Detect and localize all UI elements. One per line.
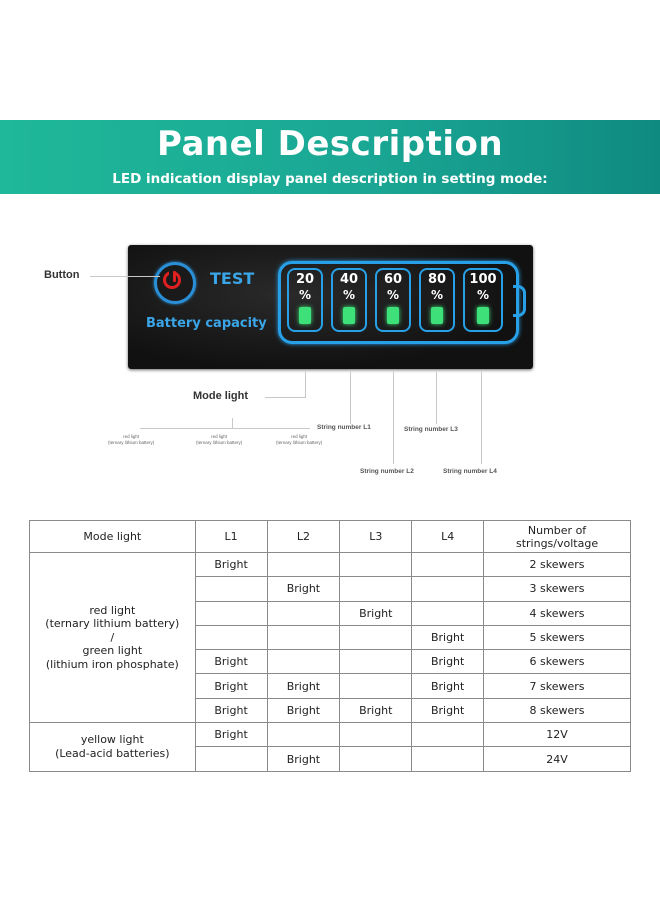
cell-value: 80 [427, 272, 447, 287]
table-row [30, 553, 631, 577]
table-cell [340, 650, 412, 674]
red-light-title: red light [211, 434, 228, 439]
table-cell: Bright [340, 698, 412, 722]
page-subtitle: LED indication display panel description in setting mode: [112, 171, 548, 187]
mode-text: (lithium iron phosphate) [45, 657, 179, 671]
table-cell: Bright [195, 723, 267, 747]
table-cell: Bright [267, 747, 340, 771]
red-light-subtitle: (ternary lithium battery) [276, 440, 323, 445]
table-cell: 12V [484, 723, 631, 747]
table-cell: Bright [195, 674, 267, 698]
table-cell: Bright [412, 650, 484, 674]
cell-percent: % [298, 288, 312, 302]
table-header-row [30, 521, 631, 553]
cell-value: 100 [469, 272, 497, 287]
table-cell [340, 747, 412, 771]
table-cell: Bright [412, 674, 484, 698]
test-button[interactable] [154, 262, 196, 304]
table-cell: 7 skewers [484, 674, 631, 698]
cell-20 [287, 268, 323, 332]
led-indicator [387, 307, 399, 324]
cell-60 [375, 268, 411, 332]
red-light-title: red light [123, 434, 140, 439]
table-cell: Bright [195, 553, 267, 577]
string-l2-annotation: String number L2 [360, 468, 414, 475]
power-icon-bar [173, 271, 176, 282]
page-title: Panel Description [156, 124, 504, 164]
header-l1: L1 [195, 521, 267, 553]
table-cell [340, 553, 412, 577]
mode-group-red-green [30, 553, 196, 723]
mode-text: / [110, 630, 115, 644]
table-cell [195, 747, 267, 771]
cell-value: 20 [295, 272, 315, 287]
table-cell [340, 723, 412, 747]
led-indicator [343, 307, 355, 324]
mode-text: yellow light [80, 733, 144, 747]
leader-line [436, 372, 437, 424]
header-l4: L4 [412, 521, 484, 553]
header-mode-light: Mode light [30, 521, 196, 553]
cell-percent: % [386, 288, 400, 302]
leader-line [265, 397, 305, 398]
table-cell: 5 skewers [484, 625, 631, 649]
header-strings-voltage: Number of strings/voltage [484, 521, 631, 553]
leader-line [481, 372, 482, 464]
table-cell: Bright [195, 650, 267, 674]
table-cell: 8 skewers [484, 698, 631, 722]
table-cell: 2 skewers [484, 553, 631, 577]
table-cell: Bright [267, 674, 340, 698]
header-l2: L2 [267, 521, 340, 553]
led-indicator [477, 307, 489, 324]
mode-text: (Lead-acid batteries) [55, 746, 170, 760]
table-cell [267, 553, 340, 577]
table-cell [267, 723, 340, 747]
table-cell: Bright [412, 698, 484, 722]
table-cell [412, 577, 484, 601]
string-l1-annotation: String number L1 [317, 424, 371, 431]
red-light-note-1 [108, 434, 154, 446]
table-cell [340, 674, 412, 698]
led-indicator [299, 307, 311, 324]
red-light-subtitle: (ternary lithium battery) [108, 440, 155, 445]
header-banner [0, 120, 660, 194]
table-cell [195, 601, 267, 625]
red-light-title: red light [291, 434, 308, 439]
mode-text: green light [82, 644, 143, 658]
table-cell [340, 625, 412, 649]
mode-group-yellow [30, 723, 196, 772]
leader-line [232, 418, 233, 428]
table-cell [412, 747, 484, 771]
mode-text: red light [89, 603, 136, 617]
led-indicator [431, 307, 443, 324]
string-l4-annotation: String number L4 [443, 468, 497, 475]
cell-100 [463, 268, 503, 332]
table-cell [195, 625, 267, 649]
string-l3-annotation: String number L3 [404, 426, 458, 433]
table-cell: Bright [267, 577, 340, 601]
red-light-note-2 [196, 434, 242, 446]
table-cell: 3 skewers [484, 577, 631, 601]
cell-40 [331, 268, 367, 332]
test-label: TEST [210, 269, 255, 288]
mode-light-annotation: Mode light [193, 390, 248, 402]
table-cell [267, 625, 340, 649]
cell-percent: % [430, 288, 444, 302]
mode-light-table [29, 520, 631, 772]
battery-outline-icon [278, 261, 519, 344]
table-cell [195, 577, 267, 601]
red-light-note-3 [276, 434, 322, 446]
table-cell: 24V [484, 747, 631, 771]
red-light-subtitle: (ternary lithium battery) [196, 440, 243, 445]
table-cell: Bright [412, 625, 484, 649]
led-panel-device [128, 245, 533, 369]
table-cell: 6 skewers [484, 650, 631, 674]
leader-line [90, 276, 160, 277]
leader-line [350, 372, 351, 424]
table-row [30, 723, 631, 747]
power-icon [163, 271, 181, 289]
table-cell [412, 601, 484, 625]
cell-percent: % [476, 288, 490, 302]
mode-text: (ternary lithium battery) [45, 617, 180, 631]
table-cell [267, 601, 340, 625]
table-cell: Bright [340, 601, 412, 625]
battery-capacity-label: Battery capacity [146, 316, 267, 331]
table-cell [340, 577, 412, 601]
leader-line [393, 372, 394, 464]
table-cell [267, 650, 340, 674]
table-cell [412, 723, 484, 747]
cell-80 [419, 268, 455, 332]
table-cell: 4 skewers [484, 601, 631, 625]
cell-value: 60 [383, 272, 403, 287]
table-cell: Bright [195, 698, 267, 722]
battery-tip-icon [513, 285, 526, 317]
cell-percent: % [342, 288, 356, 302]
leader-line [305, 372, 306, 398]
button-annotation: Button [44, 269, 80, 281]
header-l3: L3 [340, 521, 412, 553]
table-cell: Bright [267, 698, 340, 722]
leader-line [140, 428, 310, 429]
cell-value: 40 [339, 272, 359, 287]
table-cell [412, 553, 484, 577]
